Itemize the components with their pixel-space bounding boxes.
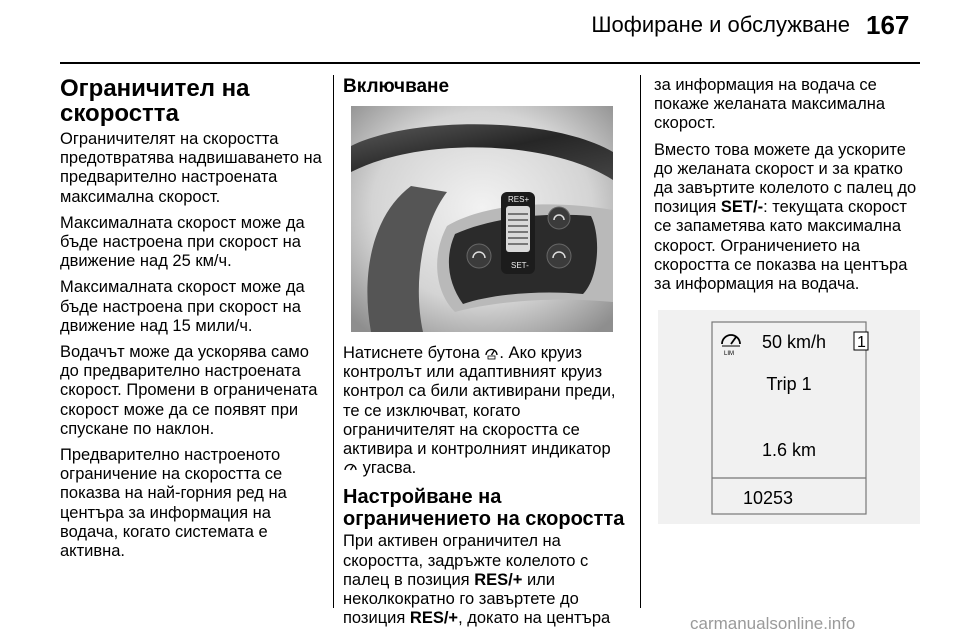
paragraph: Предварително настроеното ограничение на скоростта се показва на най-горния ред на центъра за информация на водача, когато системата е активна. xyxy=(60,446,287,561)
paragraph-text: Вместо това можете да ускорите до желаната скорост и за кратко да завъртите колелото с палец до позиция xyxy=(654,140,917,217)
speed-limiter-icon xyxy=(484,345,499,360)
limit-speed: 50 km/h xyxy=(762,332,827,353)
paragraph-text: При активен ограничител на скоростта, задръжте колелото с палец в позиция xyxy=(343,532,589,589)
column-1 xyxy=(60,76,326,568)
paragraph-text: : текущата скорост се запаметява като максимална скорост. Ограничението на скоростта се показва на центъра за информация на водача. xyxy=(654,198,908,294)
subsection-title: Включване xyxy=(343,76,450,97)
paragraph-text: угасва. xyxy=(358,459,417,478)
trip-distance: 1.6 km xyxy=(761,440,817,461)
limiter-indicator-icon xyxy=(343,460,358,475)
subsection-title-line2: ограничението на скоростта xyxy=(343,508,625,531)
paragraph: за информация на водача се покаже желаната максимална скорост. xyxy=(654,76,886,133)
section-title-line2: скоростта xyxy=(60,100,179,127)
wheel-res-label: RES+ xyxy=(508,195,530,204)
keyword-res: RES/+ xyxy=(474,570,523,589)
paragraph-text: , докато на центъра xyxy=(458,609,611,628)
keyword-res: RES/+ xyxy=(409,609,459,628)
subsection-title-line1: Настройване на xyxy=(343,486,502,509)
paragraph: Максималната скорост може да бъде настроена при скорост на движение над 25 км/ч. xyxy=(60,213,305,271)
paragraph: Максималната скорост може да бъде настроена при скорост на движение над 15 мили/ч. xyxy=(60,278,305,335)
paragraph-text: . Ако круиз контролът или адаптивният круиз контрол са били активирани преди, те се изключват, когато ограничителят на скоростта се активира и контролният индикатор xyxy=(343,344,616,459)
section-title xyxy=(60,76,326,126)
subsection-title xyxy=(343,486,625,530)
section-title-line1: Ограничител на xyxy=(60,75,250,102)
paragraph-text: Натиснете бутона xyxy=(343,344,485,362)
keyword-set: SET/- xyxy=(720,198,764,217)
lim-label: LIM xyxy=(724,351,735,358)
column-divider xyxy=(333,75,334,608)
column-divider xyxy=(640,75,641,608)
steering-wheel-illustration xyxy=(351,106,613,332)
header-title: Шофиране и обслужване xyxy=(591,12,850,37)
header-rule xyxy=(60,62,920,64)
wheel-set-label: SET- xyxy=(511,261,529,270)
column-3 xyxy=(654,76,924,524)
paragraph-text: или неколкократно го завъртете до позиция xyxy=(343,570,579,628)
paragraph xyxy=(343,344,625,478)
page-indicator: 1 xyxy=(857,334,866,352)
trip-label: Trip 1 xyxy=(766,374,812,395)
odometer: 10253 xyxy=(742,488,794,509)
watermark: carmanualsonline.info xyxy=(690,614,856,633)
paragraph xyxy=(654,141,924,295)
column-2 xyxy=(343,76,625,635)
paragraph xyxy=(343,532,625,628)
paragraph: Водачът може да ускорява само до предварително настроената скорост. Промени в ограничената скорост може да се появят при спускане по наклон. xyxy=(60,343,318,438)
page-number: 167 xyxy=(866,10,910,40)
driver-info-display xyxy=(658,310,920,524)
paragraph: Ограничителят на скоростта предотвратява надвишаването на предварително настроената максимална скорост. xyxy=(60,130,322,206)
